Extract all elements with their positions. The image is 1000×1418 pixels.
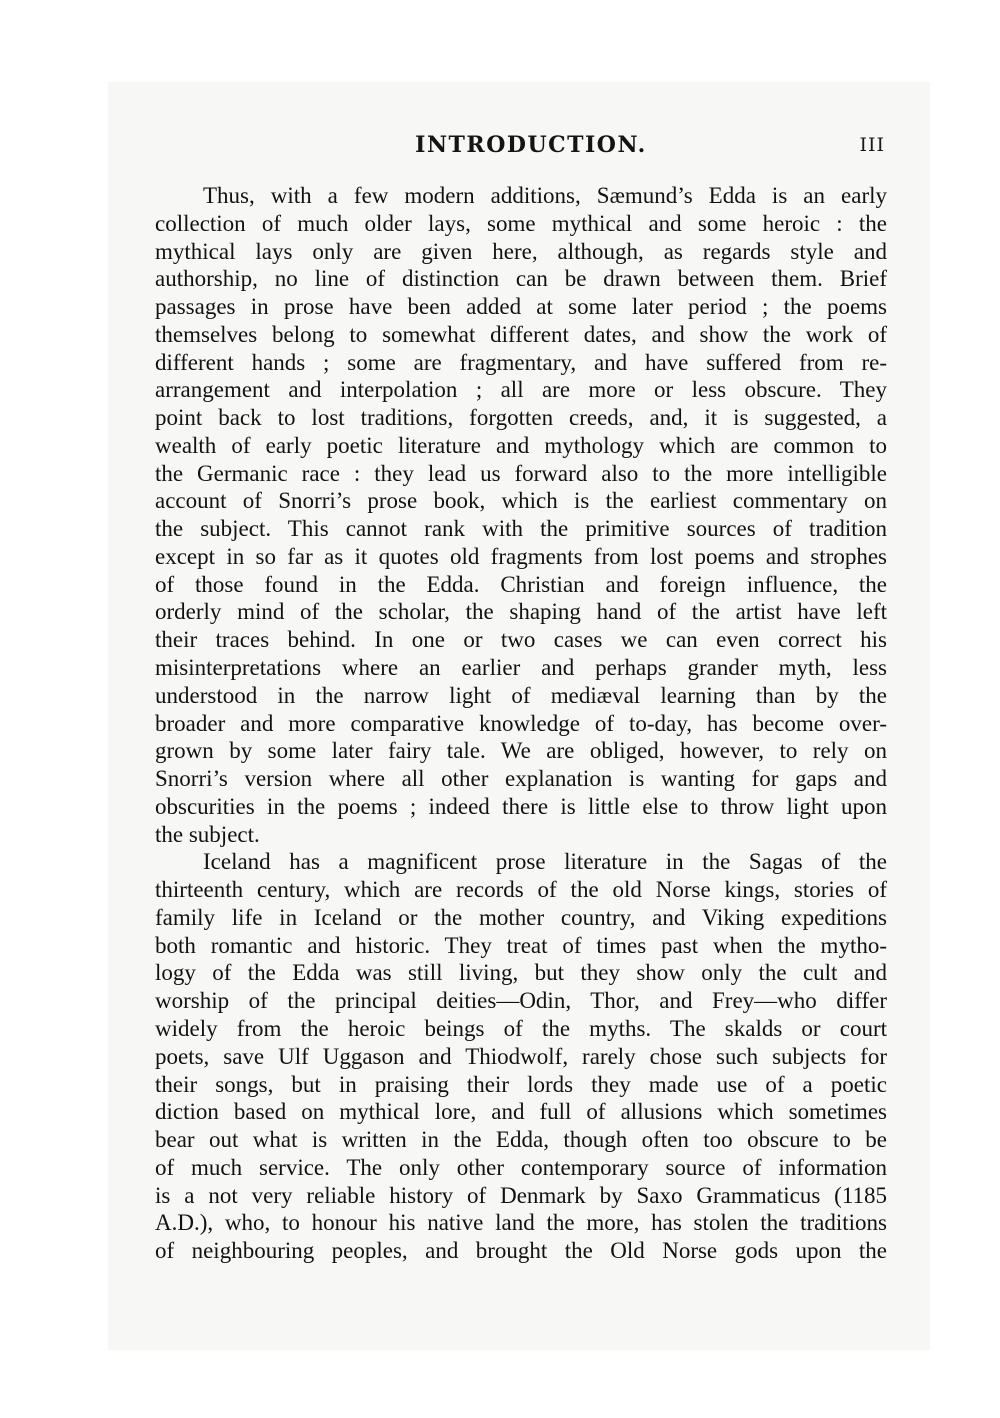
text-line: different hands ; some are fragmentary, and have suffered from re-: [155, 349, 887, 375]
chapter-title: INTRODUCTION.: [415, 132, 647, 158]
text-line: account of Snorri’s prose book, which is the earliest commentary on: [155, 488, 887, 514]
text-line: except in so far as it quotes old fragments from lost poems and strophes: [155, 543, 887, 569]
text-line: point back to lost traditions, forgotten creeds, and, it is suggested, a: [155, 405, 887, 431]
text-line: the subject. This cannot rank with the primitive sources of tradition: [155, 516, 887, 542]
text-line: logy of the Edda was still living, but they show only the cult and: [155, 960, 887, 986]
text-line: Thus, with a few modern additions, Sæmund’s Edda is an early: [203, 183, 887, 208]
text-line: worship of the principal deities—Odin, Thor, and Frey—who differ: [155, 988, 887, 1014]
text-line: wealth of early poetic literature and mythology which are common to: [155, 432, 887, 458]
text-line: authorship, no line of distinction can be drawn between them. Brief: [155, 266, 887, 292]
text-line: their songs, but in praising their lords they made use of a poetic: [155, 1071, 887, 1097]
text-line: is a not very reliable history of Denmark by Saxo Grammaticus (1185: [155, 1182, 887, 1208]
text-line: arrangement and interpolation ; all are more or less obscure. They: [155, 377, 887, 403]
text-line: grown by some later fairy tale. We are obliged, however, to rely on: [155, 738, 887, 764]
paragraph-2: [155, 848, 887, 1264]
text-line: passages in prose have been added at some later period ; the poems: [155, 294, 887, 320]
text-line: mythical lays only are given here, although, as regards style and: [155, 238, 887, 264]
text-line: widely from the heroic beings of the myths. The skalds or court: [155, 1015, 887, 1041]
text-line: bear out what is written in the Edda, though often too obscure to be: [155, 1127, 887, 1153]
text-line: the subject.: [155, 821, 260, 847]
text-line: A.D.), who, to honour his native land the more, has stolen the traditions: [155, 1210, 887, 1236]
text-line: Snorri’s version where all other explanation is wanting for gaps and: [155, 766, 887, 792]
text-line: of much service. The only other contemporary source of information: [155, 1154, 887, 1180]
text-line: poets, save Ulf Uggason and Thiodwolf, rarely chose such subjects for: [155, 1043, 887, 1069]
text-line: obscurities in the poems ; indeed there is little else to throw light upon: [155, 793, 887, 819]
text-line: their traces behind. In one or two cases we can even correct his: [155, 627, 887, 653]
text-line: misinterpretations where an earlier and perhaps grander myth, less: [155, 655, 887, 681]
text-line: of those found in the Edda. Christian and foreign influence, the: [155, 571, 887, 597]
text-line: both romantic and historic. They treat of times past when the mytho-: [155, 932, 887, 958]
page-number: III: [859, 134, 885, 156]
text-line: collection of much older lays, some mythical and some heroic : the: [155, 210, 887, 236]
text-line: the Germanic race : they lead us forward also to the more intelligible: [155, 460, 887, 486]
text-line: Iceland has a magnificent prose literature in the Sagas of the: [203, 849, 887, 875]
text-line: understood in the narrow light of mediæval learning than by the: [155, 682, 887, 708]
text-line: diction based on mythical lore, and full of allusions which sometimes: [155, 1099, 887, 1125]
text-line: of neighbouring peoples, and brought the Old Norse gods upon the: [155, 1238, 887, 1264]
running-head: [155, 128, 887, 164]
body-text: [155, 182, 887, 1265]
text-line: themselves belong to somewhat different dates, and show the work of: [155, 321, 887, 347]
text-line: broader and more comparative knowledge of to-day, has become over-: [155, 710, 887, 736]
text-line: orderly mind of the scholar, the shaping hand of the artist have left: [155, 599, 887, 625]
text-line: thirteenth century, which are records of the old Norse kings, stories of: [155, 877, 887, 903]
text-line: family life in Iceland or the mother country, and Viking expeditions: [155, 904, 887, 930]
paragraph-1: [155, 182, 887, 848]
